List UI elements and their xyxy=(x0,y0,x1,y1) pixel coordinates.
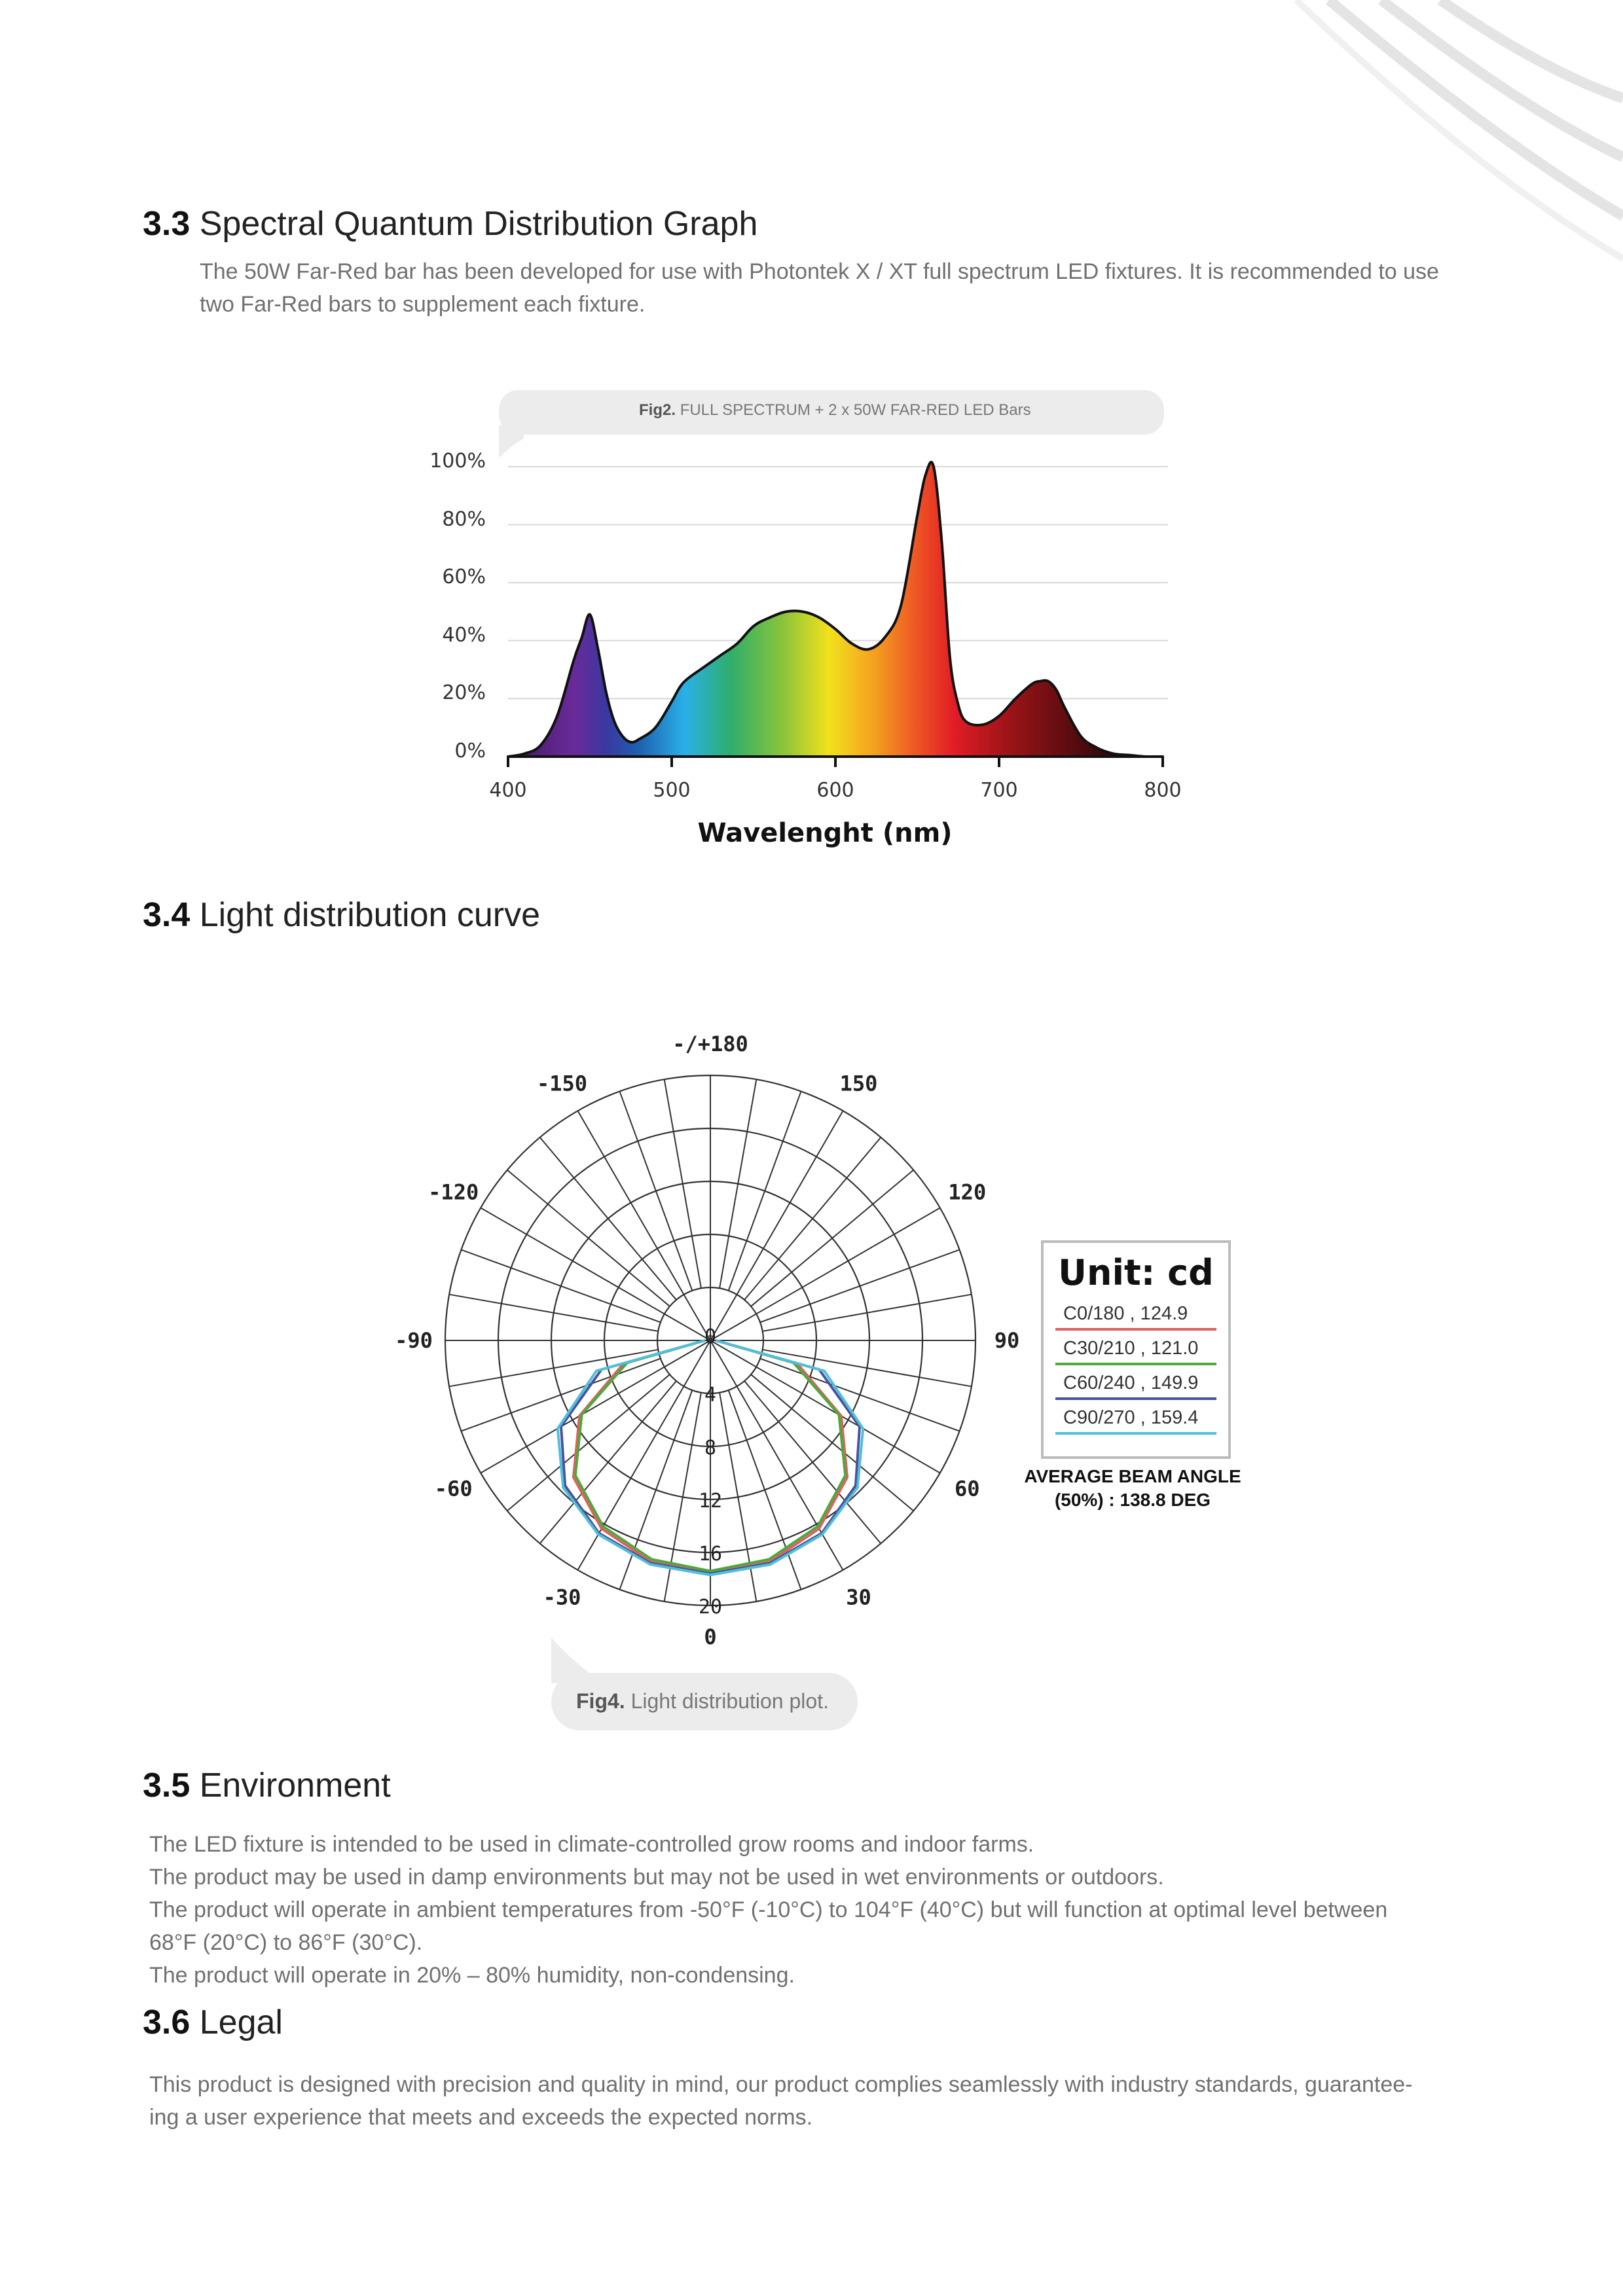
polar-chart xyxy=(367,1034,1021,1649)
polar-spoke xyxy=(461,1359,660,1431)
polar-angle-label: -90 xyxy=(395,1328,433,1353)
y-tick-60: 60% xyxy=(442,565,486,588)
polar-radial-label: 12 xyxy=(698,1490,723,1513)
polar-angle-label: 150 xyxy=(839,1071,878,1096)
spectrum-area xyxy=(508,462,1163,757)
legend-label: C60/240 , 149.9 xyxy=(1063,1372,1199,1393)
section-number: 3.3 xyxy=(143,205,191,243)
polar-spoke xyxy=(751,1170,913,1306)
x-tick-800: 800 xyxy=(1144,779,1182,802)
polar-radial-label: 16 xyxy=(698,1543,723,1566)
polar-angle-label: -150 xyxy=(536,1071,588,1096)
fig4-caption xyxy=(576,1689,829,1713)
section-number: 3.5 xyxy=(143,1767,191,1804)
legend-item-c60 xyxy=(1044,1368,1228,1403)
legend-swatch xyxy=(1055,1328,1216,1331)
x-axis-label: Wavelenght (nm) xyxy=(697,818,953,848)
paragraph-line: The product may be used in damp environments but may not be used in wet environments or outdoors. xyxy=(149,1865,1164,1890)
polar-radial-label: 4 xyxy=(704,1384,717,1407)
legend-swatch xyxy=(1055,1432,1216,1435)
polar-spoke xyxy=(729,1091,801,1290)
section-heading-3-4 xyxy=(143,895,540,935)
legend-item-c0 xyxy=(1044,1299,1228,1333)
polar-angle-label: -30 xyxy=(543,1585,581,1610)
legend-item-c30 xyxy=(1044,1333,1228,1368)
section-3-6-paragraph xyxy=(149,2068,1413,2134)
polar-spoke xyxy=(449,1350,658,1386)
polar-spoke xyxy=(619,1091,692,1290)
fig2-caption-text: FULL SPECTRUM + 2 x 50W FAR-RED LED Bars xyxy=(680,401,1031,419)
section-heading-3-6 xyxy=(143,2003,283,2042)
polar-legend xyxy=(1041,1240,1231,1459)
y-tick-80: 80% xyxy=(442,508,486,531)
paragraph-line: This product is designed with precision and quality in mind, our product complies seamlessly with industry standards, guarantee- xyxy=(149,2072,1413,2097)
polar-angle-label: 90 xyxy=(994,1328,1020,1353)
fig4-label: Fig4. xyxy=(576,1689,625,1713)
x-tick-600: 600 xyxy=(816,779,854,802)
polar-spoke xyxy=(720,1079,756,1288)
polar-angle-label: 120 xyxy=(948,1179,987,1205)
polar-spoke xyxy=(507,1170,670,1306)
polar-spoke xyxy=(461,1249,660,1322)
paragraph-line: 68°F (20°C) to 86°F (30°C). xyxy=(149,1930,423,1955)
polar-angle-label: -/+180 xyxy=(672,1034,748,1056)
legend-swatch xyxy=(1055,1363,1216,1365)
polar-spoke xyxy=(763,1350,972,1386)
beam-angle-note xyxy=(1002,1465,1264,1512)
x-tick-500: 500 xyxy=(653,779,691,802)
y-tick-0: 0% xyxy=(454,740,486,762)
polar-spoke xyxy=(507,1374,670,1511)
polar-spoke xyxy=(540,1138,676,1300)
section-title: Spectral Quantum Distribution Graph xyxy=(199,205,758,243)
polar-angle-label: 60 xyxy=(955,1476,980,1501)
section-number: 3.6 xyxy=(143,2003,191,2041)
x-tick-700: 700 xyxy=(980,779,1018,802)
section-title: Environment xyxy=(199,1767,391,1804)
polar-spoke xyxy=(760,1249,959,1322)
x-tick-400: 400 xyxy=(489,779,527,802)
polar-radial-label: 20 xyxy=(698,1596,723,1619)
polar-spoke xyxy=(449,1295,658,1331)
fig2-label: Fig2. xyxy=(639,401,676,419)
legend-label: C0/180 , 124.9 xyxy=(1063,1303,1188,1324)
beam-angle-value: (50%) : 138.8 DEG xyxy=(1054,1490,1211,1510)
section-number: 3.4 xyxy=(143,896,191,934)
section-title: Legal xyxy=(199,2003,283,2041)
polar-spoke xyxy=(665,1079,701,1288)
polar-spoke xyxy=(763,1295,972,1331)
polar-angle-label: 30 xyxy=(846,1585,871,1610)
paragraph-line: The 50W Far-Red bar has been developed for use with Photontek X / XT full spectrum LED fixtures. It is recommended to use xyxy=(200,259,1439,284)
section-heading-3-5 xyxy=(143,1766,391,1805)
polar-radial-label: 0 xyxy=(704,1325,717,1348)
y-tick-100: 100% xyxy=(429,450,486,473)
polar-spoke xyxy=(751,1374,913,1511)
fig4-caption-text: Light distribution plot. xyxy=(630,1689,829,1713)
y-tick-20: 20% xyxy=(442,681,486,704)
paragraph-line: The product will operate in ambient temperatures from -50°F (-10°C) to 104°F (40°C) but will function at optimal level between xyxy=(149,1897,1388,1922)
polar-spoke xyxy=(760,1359,959,1431)
paragraph-line: two Far-Red bars to supplement each fixture. xyxy=(200,292,646,317)
polar-spoke xyxy=(744,1138,881,1300)
beam-angle-line: AVERAGE BEAM ANGLE xyxy=(1024,1466,1241,1486)
legend-item-c90 xyxy=(1044,1403,1228,1437)
paragraph-line: ing a user experience that meets and exceeds the expected norms. xyxy=(149,2105,813,2130)
legend-unit: Unit: cd xyxy=(1058,1252,1214,1293)
legend-label: C30/210 , 121.0 xyxy=(1063,1338,1199,1359)
section-title: Light distribution curve xyxy=(199,896,541,934)
spectrum-x-axis xyxy=(508,757,1163,767)
paragraph-line: The LED fixture is intended to be used in climate-controlled grow rooms and indoor farms. xyxy=(149,1832,1034,1857)
paragraph-line: The product will operate in 20% – 80% humidity, non-condensing. xyxy=(149,1963,795,1988)
polar-angle-label: 0 xyxy=(704,1624,717,1649)
polar-labels xyxy=(395,1034,1019,1649)
polar-angle-label: -120 xyxy=(428,1179,479,1205)
legend-swatch xyxy=(1055,1397,1216,1400)
section-3-5-paragraph xyxy=(149,1828,1387,1992)
legend-label: C90/270 , 159.4 xyxy=(1063,1407,1199,1428)
polar-radial-label: 8 xyxy=(704,1437,717,1460)
y-tick-40: 40% xyxy=(442,624,486,647)
spectrum-chart-svg xyxy=(0,0,1623,838)
polar-angle-label: -60 xyxy=(434,1476,473,1501)
